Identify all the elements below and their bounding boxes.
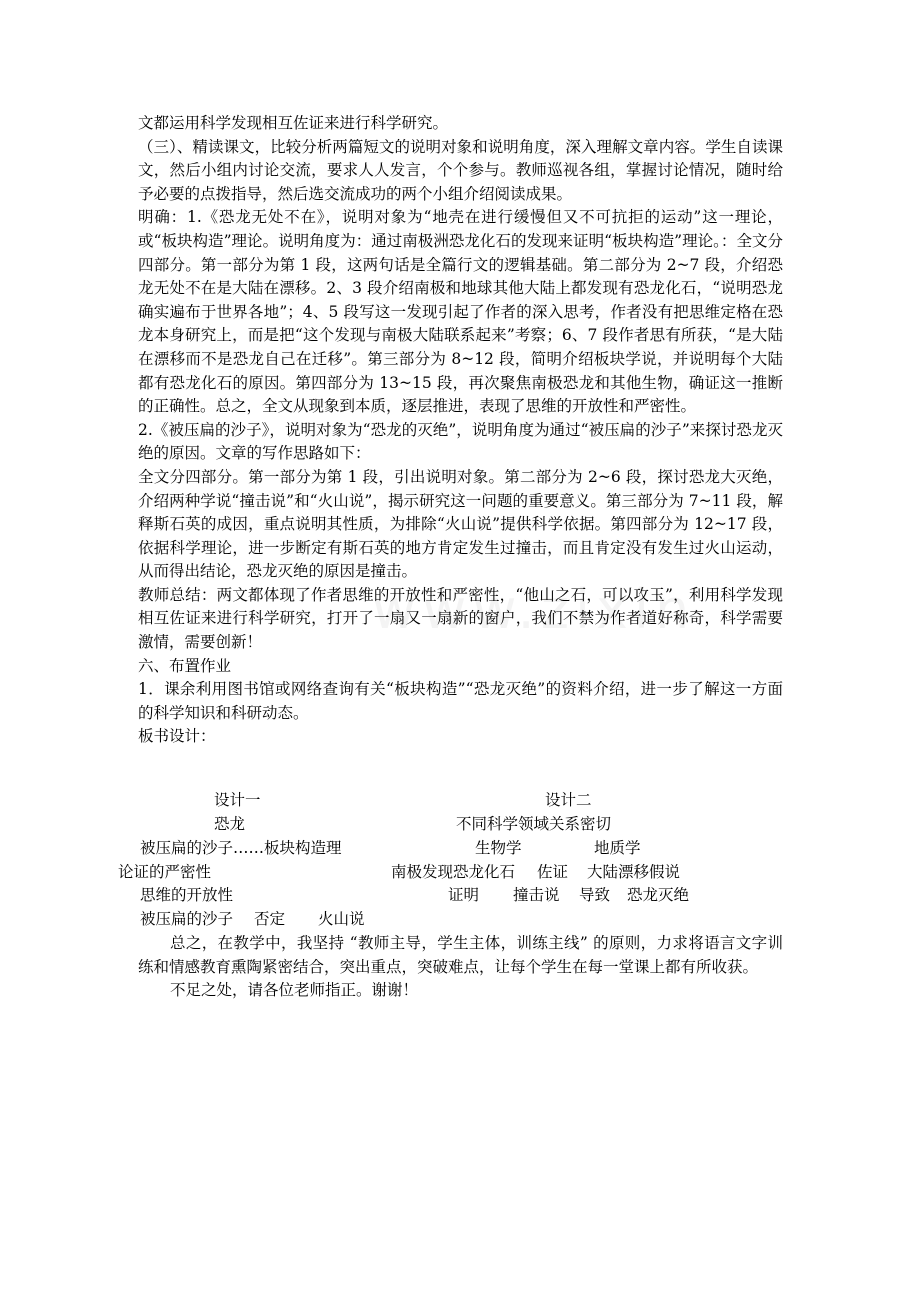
explanation-2-paragraph: 全文分四部分。第一部分为第 1 段，引出说明对象。第二部分为 2~6 段，探讨恐龙大灭绝，介绍两种学说“撞击说”和“火山说”，揭示研究这一问题的重要意义。第三部分为 7~11 段，解释斯石英的成因，重点说明其性质，为排除“火山说”提供科学依据。第四部分为 12~17 段，依据科学理论，进一步断定有斯石英的地方肯定发生过撞击，而且肯定没有发生过火山运动，从而得出结论，恐龙灭绝的原因是撞击。 [138,467,783,581]
board-deny: 否定 [254,910,286,928]
board-extinction: 恐龙灭绝 [627,886,690,904]
closing-section [138,932,783,1003]
closing-thanks: 不足之处，请各位老师指正。谢谢！ [170,981,419,1000]
board-openness: 思维的开放性 [140,886,234,904]
document-body [138,112,783,749]
explanation-1-paragraph: 明确：1.《恐龙无处不在》，说明对象为“地壳在进行缓慢但又不可抗拒的运动”这一理论，或“板块构造”理论。说明角度为：通过南极洲恐龙化石的发现来证明“板块构造”理论。：全文分四部分。第一部分为第 1 段，这两句话是全篇行文的逻辑基础。第二部分为 2~7 段，介绍恐龙无处不在是大陆在漂移。2、3 段介绍南极和地球其他大陆上都发现有恐龙化石，“说明恐龙确实遍布于世界各地”；4、5 段写这一发现引起了作者的深入思考，作者没有把思维定格在恐龙本身研究上，而是把“这个发现与南极大陆联系起来”考察；6、7 段作者思有所获，“是大陆在漂移而不是恐龙自己在迁移”。第三部分为 8~12 段，简明介绍板块学说，并说明每个大陆都有恐龙化石的原因。第四部分为 13~15 段，再次聚焦南极恐龙和其他生物，确证这一推断的正确性。总之，全文从现象到本质，逐层推进，表现了思维的开放性和严密性。 [138,208,783,416]
board-flattened-sand-plate: 被压扁的沙子……板块构造理 [140,839,342,857]
board-volcano-theory: 火山说 [318,910,365,928]
explanation-2-intro: 2.《被压扁的沙子》，说明对象为“恐龙的灭绝”，说明角度为通过“被压扁的沙子”来探讨恐龙灭绝的原因。文章的写作思路如下： [138,420,783,463]
board-biology: 生物学 [475,839,522,857]
board-geology: 地质学 [594,839,641,857]
board-different-fields: 不同科学领域关系密切 [456,815,612,833]
board-design-1-label: 设计一 [214,791,261,809]
board-lead-to: 导致 [579,886,611,904]
homework-1-paragraph: 1．课余利用图书馆或网络查询有关“板块构造”“恐龙灭绝”的资料介绍，进一步了解这一方面的科学知识和科研动态。 [138,680,783,722]
board-design-2-label: 设计二 [545,791,592,809]
board-antarctic-fossil: 南极发现恐龙化石 [391,863,516,881]
board-dinosaur: 恐龙 [214,815,246,833]
board-rigor: 论证的严密性 [118,863,212,881]
board-evidence: 佐证 [537,863,569,881]
board-flattened-sand: 被压扁的沙子 [140,910,234,928]
section-6-title: 六、布置作业 [138,656,232,675]
section-3-paragraph: （三）、精读课文，比较分析两篇短文的说明对象和说明角度，深入理解文章内容。学生自读课文，然后小组内讨论交流，要求人人发言，个个参与。教师巡视各组，掌握讨论情况，随时给予必要的点拨指导，然后选交流成功的两个小组介绍阅读成果。 [138,137,783,203]
board-prove: 证明 [448,886,480,904]
teacher-summary-paragraph: 教师总结：两文都体现了作者思维的开放性和严密性，“他山之石，可以攻玉”，利用科学发现相互佐证来进行科学研究，打开了一扇又一扇新的窗户，我们不禁为作者道好称奇，科学需要激情，需要创新！ [138,585,783,652]
board-impact-theory: 撞击说 [513,886,560,904]
board-design-title: 板书设计： [138,727,216,746]
closing-summary: 总之，在教学中，我坚持 “教师主导，学生主体，训练主线” 的原则，力求将语言文字训练和情感教育熏陶紧密结合，突出重点，突破难点，让每个学生在每一堂课上都有所收获。 [138,934,783,976]
board-drift: 大陆漂移假说 [587,863,681,881]
intro-line: 文都运用科学发现相互佐证来进行科学研究。 [138,114,449,132]
